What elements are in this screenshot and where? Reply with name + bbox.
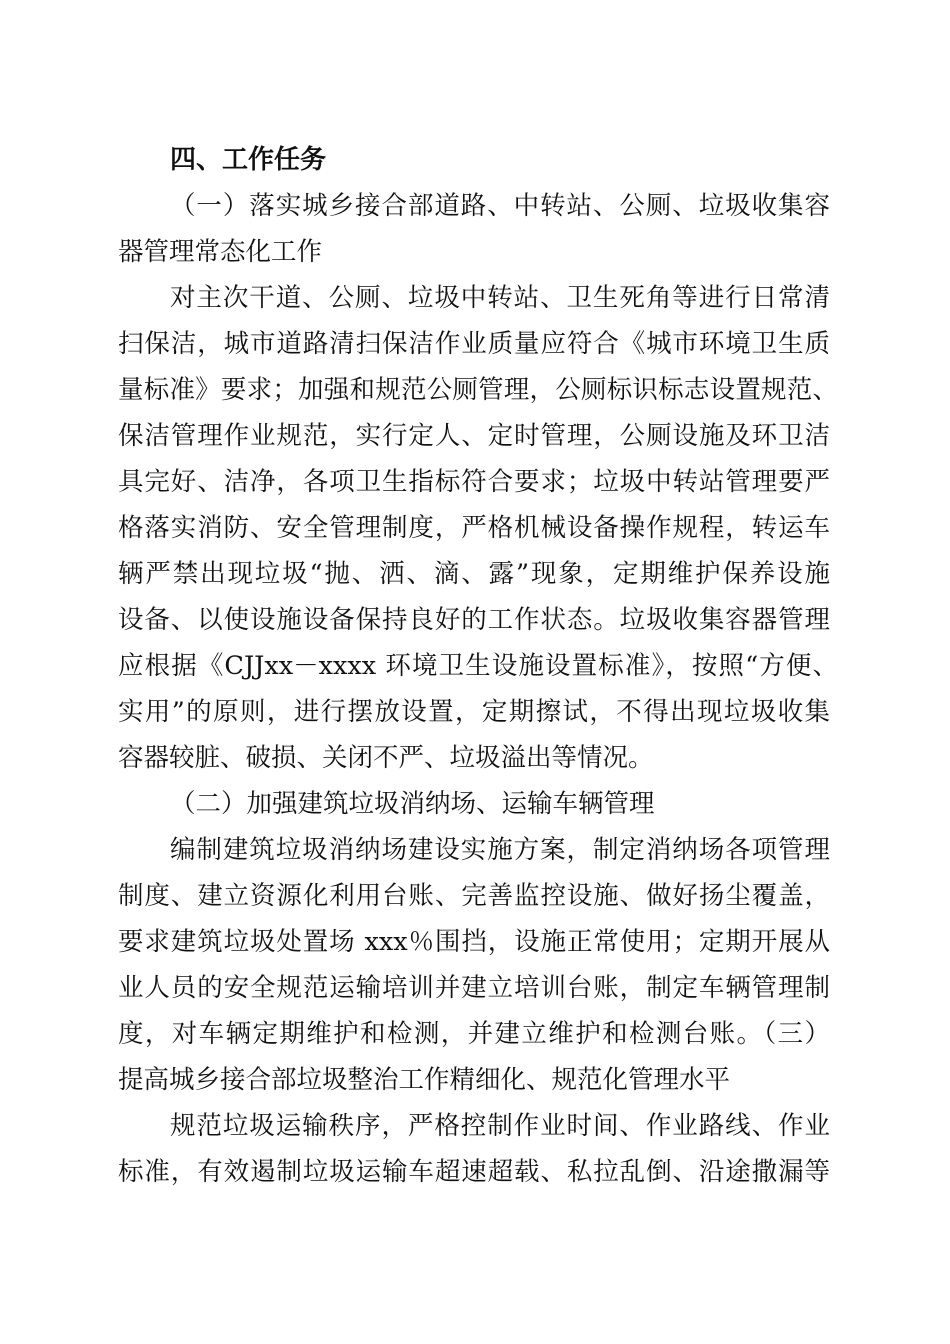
paragraph-1-line-8: 设备、以使设施设备保持良好的工作状态。垃圾收集容器管理 bbox=[118, 605, 830, 635]
paragraph-1-line-9: 应根据《CJJxx－xxxx 环境卫生设施设置标准》，按照“方便、 bbox=[118, 651, 838, 681]
paragraph-2-line-5: 度，对车辆定期维护和检测，并建立维护和检测台账。（三） bbox=[118, 1019, 830, 1049]
paragraph-1-line-5: 具完好、洁净，各项卫生指标符合要求；垃圾中转站管理要严 bbox=[118, 467, 830, 497]
paragraph-2-line-3: 要求建筑垃圾处置场 xxx％围挡，设施正常使用；定期开展从 bbox=[118, 927, 830, 957]
paragraph-2-line-1: 编制建筑垃圾消纳场建设实施方案，制定消纳场各项管理 bbox=[170, 835, 830, 865]
subsection-1-heading-line-2: 器管理常态化工作 bbox=[118, 237, 323, 267]
paragraph-2-line-2: 制度、建立资源化利用台账、完善监控设施、做好扬尘覆盖， bbox=[118, 881, 830, 911]
subsection-2-heading: （二）加强建筑垃圾消纳场、运输车辆管理 bbox=[170, 789, 655, 819]
paragraph-2-line-6: 提高城乡接合部垃圾整治工作精细化、规范化管理水平 bbox=[118, 1065, 731, 1095]
paragraph-3-line-2: 标准，有效遏制垃圾运输车超速超载、私拉乱倒、沿途撒漏等 bbox=[118, 1157, 830, 1187]
paragraph-1-line-10: 实用”的原则，进行摆放设置，定期擦试，不得出现垃圾收集 bbox=[118, 697, 830, 727]
paragraph-1-line-3: 量标准》要求；加强和规范公厕管理，公厕标识标志设置规范、 bbox=[118, 375, 838, 405]
paragraph-1-line-2: 扫保洁，城市道路清扫保洁作业质量应符合《城市环境卫生质 bbox=[118, 329, 830, 359]
paragraph-1-line-4: 保洁管理作业规范，实行定人、定时管理，公厕设施及环卫洁 bbox=[118, 421, 830, 451]
paragraph-1-line-11: 容器较脏、破损、关闭不严、垃圾溢出等情况。 bbox=[118, 743, 654, 773]
paragraph-2-line-4: 业人员的安全规范运输培训并建立培训台账，制定车辆管理制 bbox=[118, 973, 830, 1003]
paragraph-3-line-1: 规范垃圾运输秩序，严格控制作业时间、作业路线、作业 bbox=[170, 1111, 830, 1141]
paragraph-1-line-6: 格落实消防、安全管理制度，严格机械设备操作规程，转运车 bbox=[118, 513, 830, 543]
paragraph-1-line-1: 对主次干道、公厕、垃圾中转站、卫生死角等进行日常清 bbox=[170, 283, 830, 313]
section-title: 四、工作任务 bbox=[170, 145, 327, 175]
subsection-1-heading-line-1: （一）落实城乡接合部道路、中转站、公厕、垃圾收集容 bbox=[170, 191, 830, 221]
paragraph-1-line-7: 辆严禁出现垃圾“抛、洒、滴、露”现象，定期维护保养设施 bbox=[118, 559, 830, 589]
